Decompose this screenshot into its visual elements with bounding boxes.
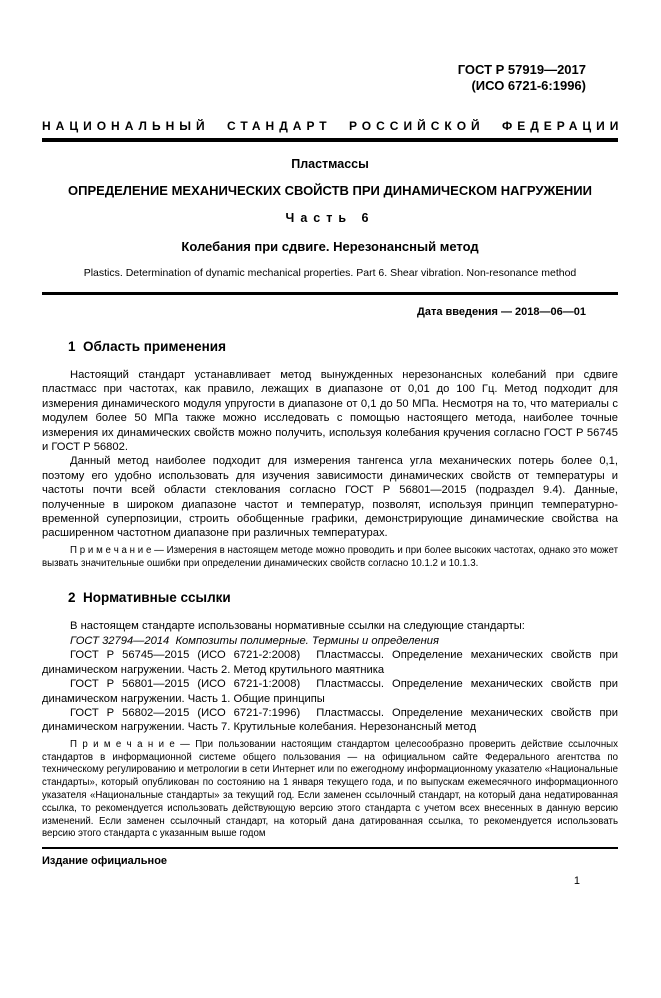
- section-2-note: П р и м е ч а н и е — При пользовании настоящим стандартом целесообразно проверить действие ссылочных стандартов в информационной системе общего пользования — на официальном сайте Федерального агентства по техническому регулированию и метрологии в сети Интернет или по ежегодному информационному указателю «Национальные стандарты», который опубликован по состоянию на 1 января текущего года, и по выпускам ежемесячного информационного указателя «Национальные стандарты» за текущий год. Если заменен ссылочный стандарт, на который дана недатированная ссылка, то рекомендуется использовать действующую версию этого стандарта с учетом всех внесенных в данную версию изменений. Если заменен ссылочный стандарт, на который дана датированная ссылка, то рекомендуется использовать версию этого стандарта с указанным выше годом: [42, 738, 618, 840]
- iso-reference: (ИСО 6721-6:1996): [471, 78, 586, 93]
- effective-date: Дата введения — 2018—06—01: [417, 306, 586, 318]
- normative-reference: ГОСТ Р 56802—2015 (ИСО 6721-7:1996) Пластмассы. Определение механических свойств при динамическом нагружении. Часть 7. Крутильные колебания. Нерезонансный метод: [42, 706, 618, 734]
- normative-reference: ГОСТ 32794—2014 Композиты полимерные. Термины и определения: [70, 634, 440, 647]
- page-footer: [42, 847, 618, 888]
- section-1-heading: 1 Область применения: [68, 339, 226, 354]
- section-2-heading: 2 Нормативные ссылки: [68, 590, 231, 606]
- national-standard-banner: НАЦИОНАЛЬНЫЙ СТАНДАРТ РОССИЙСКОЙ ФЕДЕРАЦИИ: [42, 119, 618, 142]
- section-1-paragraph-2: Данный метод наиболее подходит для измерения тангенса угла механических потерь более 0,1, поэтому его удобно использовать для изучения зависимости динамических свойств от температуры и частоты почти всей области стеклования согласно ГОСТ Р 56801—2015 (подраздел 9.4). Данные, полученные в широком диапазоне частот и температур, позволят, используя принцип температурно-временной суперпозиции, строить обобщенные графики, демонстрирующие динамические свойства на расширенном частотном диапазоне при различных температурах.: [42, 455, 618, 540]
- horizontal-rule: [42, 292, 618, 295]
- page-number: 1: [573, 875, 580, 888]
- section-2-intro: В настоящем стандарте использованы нормативные ссылки на следующие стандарты:: [70, 620, 525, 633]
- title-part: Часть 6: [285, 211, 375, 225]
- title-subtitle: Колебания при сдвиге. Нерезонансный метод: [181, 239, 479, 254]
- standard-designation: [42, 62, 586, 94]
- footer-rule: [42, 847, 618, 849]
- title-english: Plastics. Determination of dynamic mechanical properties. Part 6. Shear vibration. Non-resonance method: [83, 267, 577, 279]
- title-block: [42, 157, 618, 279]
- title-main: ОПРЕДЕЛЕНИЕ МЕХАНИЧЕСКИХ СВОЙСТВ ПРИ ДИНАМИЧЕСКОМ НАГРУЖЕНИИ: [68, 183, 592, 198]
- normative-reference: ГОСТ Р 56801—2015 (ИСО 6721-1:2008) Пластмассы. Определение механических свойств при динамическом нагружении. Часть 1. Общие принципы: [42, 678, 618, 705]
- section-1-note: П р и м е ч а н и е — Измерения в настоящем методе можно проводить и при более высоких частотах, однако это может вызвать значительные ошибки при определении динамических свойств согласно 10.1.2 и 10.1.3.: [42, 544, 618, 569]
- normative-reference: ГОСТ Р 56745—2015 (ИСО 6721-2:2008) Пластмассы. Определение механических свойств при динамическом нагружении. Часть 2. Метод крутильного маятника: [42, 649, 618, 676]
- section-1-paragraph-1: Настоящий стандарт устанавливает метод вынужденных нерезонансных колебаний при сдвиге пластмасс при частотах, как правило, лежащих в диапазоне от 0,01 до 100 Гц. Метод подходит для измерения динамического модуля упругости в диапазоне от 0,1 до 50 МПа. Несмотря на то, что материалы с модулем более 50 МПа также можно исследовать с помощью настоящего метода, наиболее точные измерения их динамических свойств можно получить, используя колебания кручения согласно ГОСТ Р 56745 и ГОСТ Р 56802.: [42, 369, 618, 454]
- document-page: [0, 62, 661, 998]
- standard-number: ГОСТ Р 57919—2017: [457, 62, 586, 77]
- official-edition-label: Издание официальное: [42, 855, 168, 868]
- title-subject: Пластмассы: [291, 157, 369, 171]
